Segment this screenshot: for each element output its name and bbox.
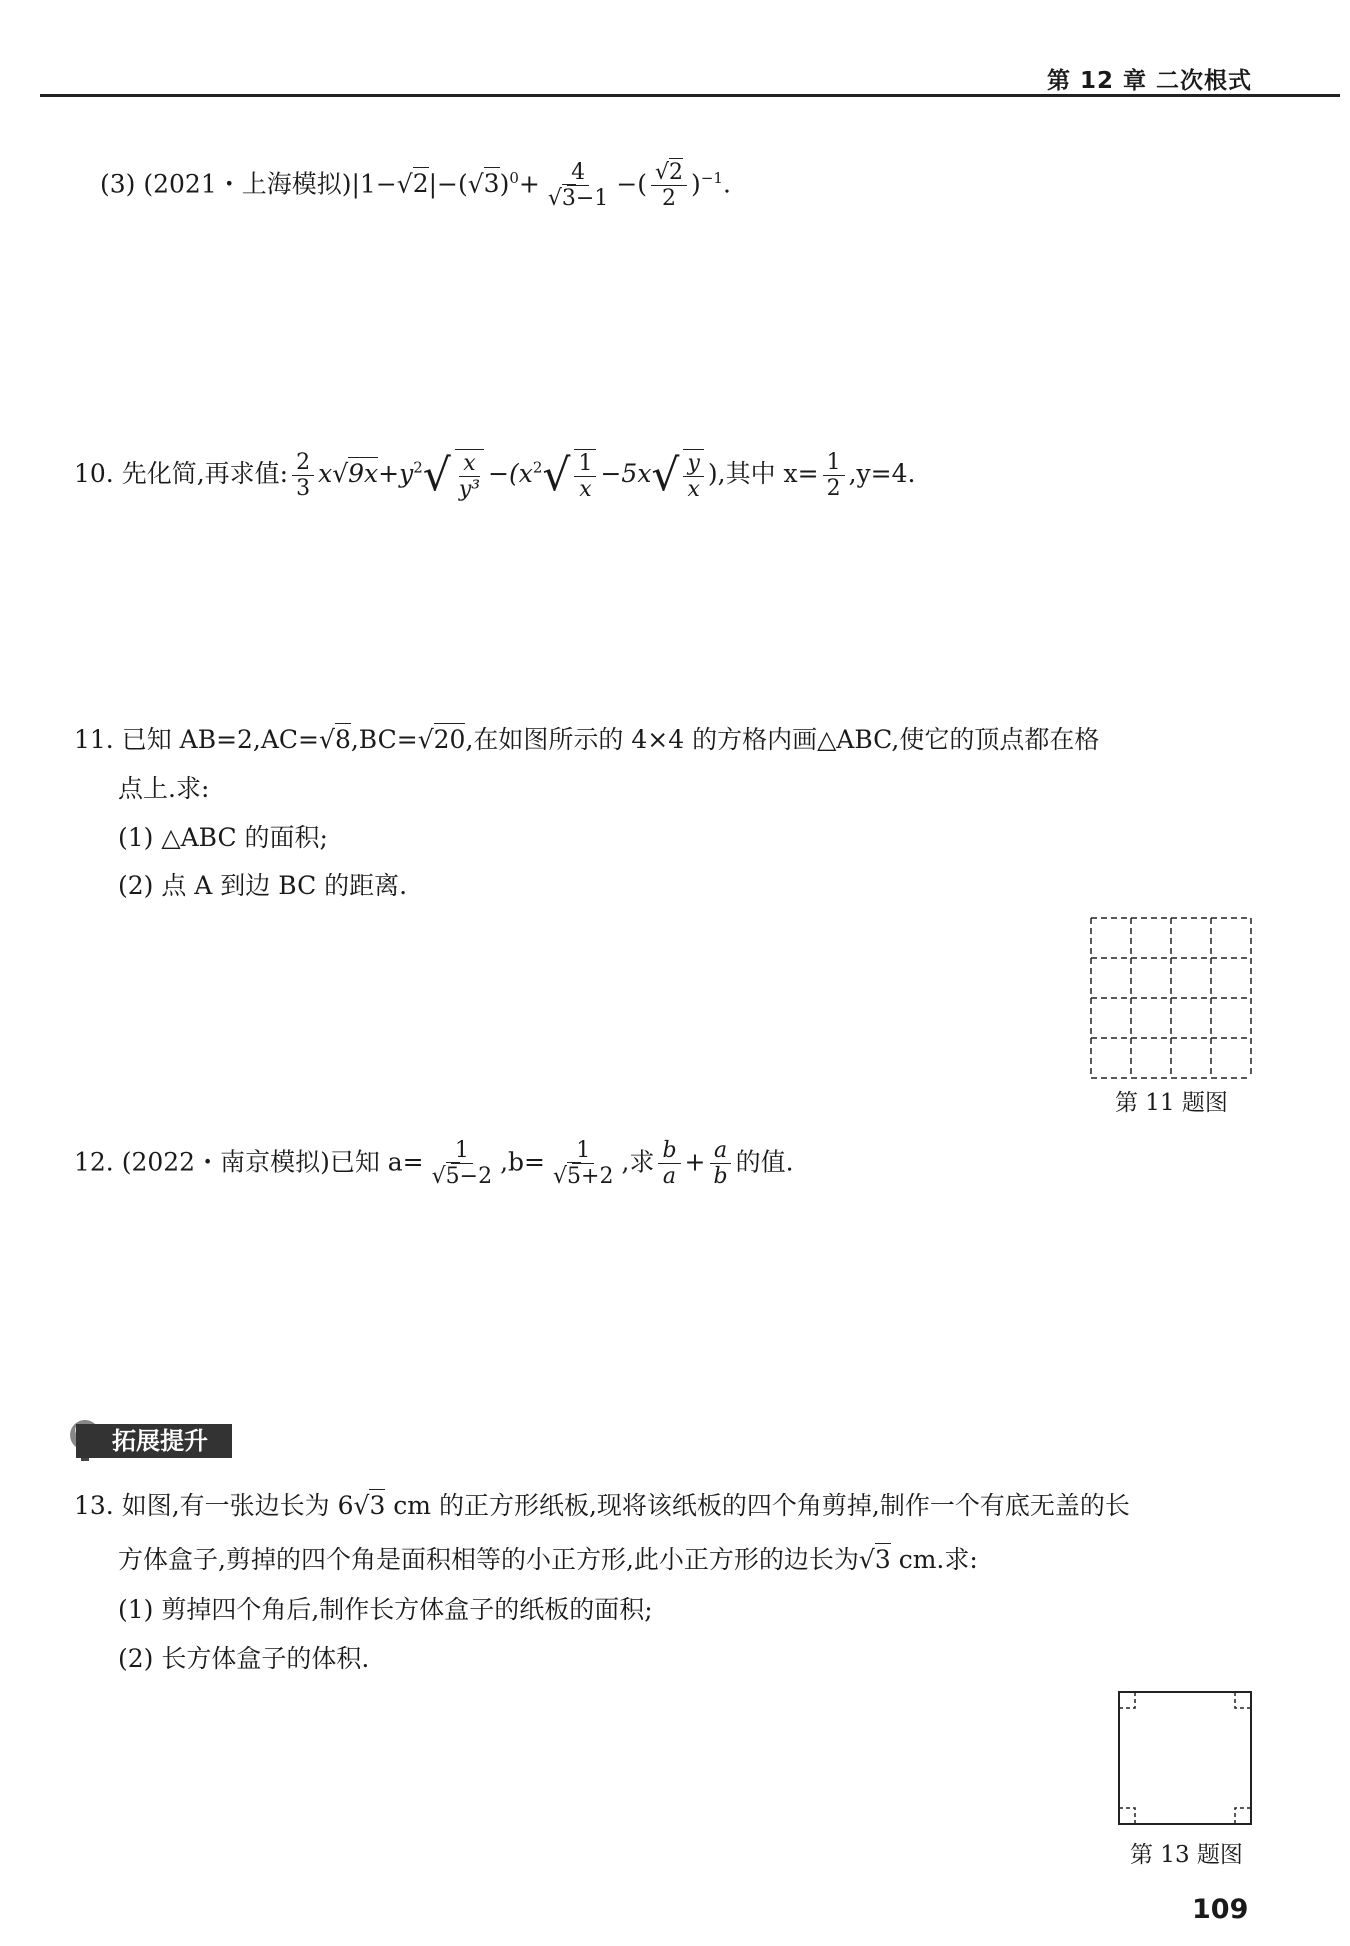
- question-11-part-2: (2) 点 A 到边 BC 的距离.: [118, 871, 408, 900]
- chapter-header: 第 12 章 二次根式: [1047, 68, 1253, 94]
- figure-13-caption: 第 13 题图: [1130, 1842, 1243, 1868]
- square-board-figure-13: [1118, 1691, 1252, 1825]
- question-11-line-2: 点上.求:: [118, 774, 210, 803]
- fraction: $\frac{√2}{2}$: [651, 160, 687, 212]
- question-11-line-1: 11. 已知 AB=2,AC=√8,BC=√20,在如图所示的 4×4 的方格内画△ABC,使它的顶点都在格: [74, 725, 1100, 754]
- question-9-3: (3) (2021・上海模拟)$|1-√2|-(√3)^0+$ $\frac{4}{√3-1}$ −( $\frac{√2}{2}$ )$^{-1}$.: [100, 160, 731, 212]
- header-rule: [40, 94, 1340, 97]
- question-12: 12. (2022・南京模拟)已知 a= $\frac{1}{√5-2}$ ,b= $\frac{1}{√5+2}$ ,求 $\frac{b}{a}$ + $\frac{a}{b}$ 的值.: [74, 1138, 794, 1190]
- fraction: $\frac{4}{√3-1}$: [547, 160, 609, 212]
- grid-figure-11: [1090, 917, 1252, 1079]
- page-number: 109: [1192, 1894, 1249, 1925]
- question-13-part-2: (2) 长方体盒子的体积.: [118, 1644, 370, 1673]
- question-13-line-2: 方体盒子,剪掉的四个角是面积相等的小正方形,此小正方形的边长为√3 cm.求:: [118, 1545, 978, 1574]
- question-10: 10. 先化简,再求值: $\frac{2}{3}$ $x√9x+y^2√$ $\frac{x}{\text{y³}}$ $-(x^2√$ $\frac{1}{x}$ −5x√ $\frac{y}{x}$ ),其中 x= $\frac{1}{2}$ ,y=4.: [74, 449, 916, 502]
- question-11-part-1: (1) △ABC 的面积;: [118, 823, 328, 852]
- question-13-line-1: 13. 如图,有一张边长为 6√3 cm 的正方形纸板,现将该纸板的四个角剪掉,制作一个有底无盖的长: [74, 1491, 1130, 1520]
- figure-11-caption: 第 11 题图: [1115, 1090, 1228, 1116]
- section-title-badge: 拓展提升: [76, 1424, 232, 1458]
- question-13-part-1: (1) 剪掉四个角后,制作长方体盒子的纸板的面积;: [118, 1595, 653, 1624]
